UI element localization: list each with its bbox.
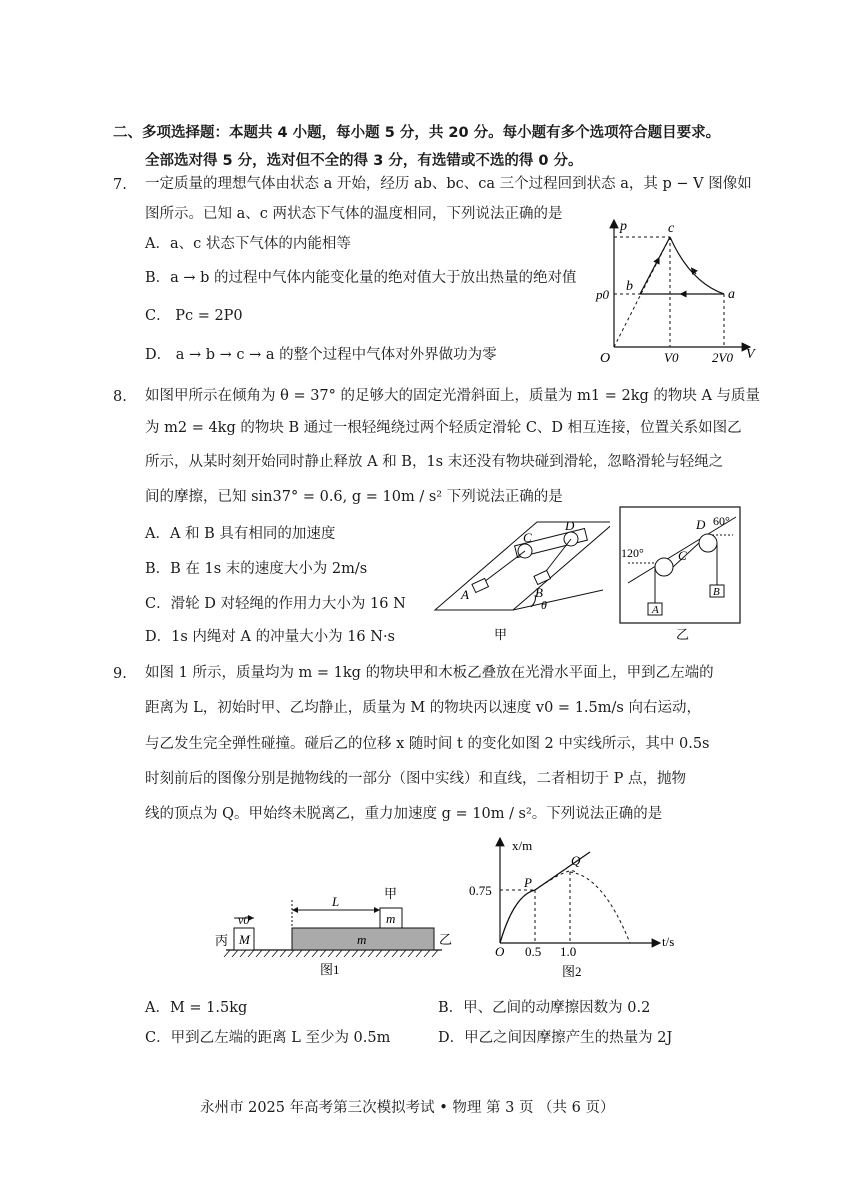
q9-fig1-v0: v0 [238,913,250,927]
q7-point-a: a [728,287,735,302]
q9-fig2-y075: 0.75 [469,883,492,898]
q7-option-b: B．a → b 的过程中气体内能变化量的绝对值大于放出热量的绝对值 [145,270,577,286]
q9-fig1-bing: 丙 [215,933,229,948]
q9-fig2-tlabel: t/s [662,934,675,949]
q9-option-b: B．甲、乙间的动摩擦因数为 0.2 [438,1000,651,1016]
q9-option-a: A．M = 1.5kg [145,1000,248,1016]
q9-fig1-yi: 乙 [439,932,453,947]
q8-jia-caption: 甲 [494,627,508,642]
q9-number: 9. [113,666,127,682]
q9-stem-line4: 时刻前后的图像分别是抛物线的一部分（图中实线）和直线，二者相切于 P 点，抛物 [145,771,686,787]
q8-stem-line4: 间的摩擦，已知 sin37° = 0.6, g = 10m / s² 下列说法正确的是 [145,489,563,505]
q9-fig1-caption: 图1 [320,962,340,977]
q8-yi-label-c: C [678,548,687,563]
q7-point-c: c [668,221,675,236]
q8-yi-angle-120: 120° [621,546,644,560]
q8-yi-angle-60: 60° [713,514,730,528]
q8-figure-yi [618,505,748,645]
q9-figure-2 [465,830,695,980]
q7-option-d: D． a → b → c → a 的整个过程中气体对外界做功为零 [145,347,497,363]
q9-fig2-Q: Q [571,853,581,868]
q7-option-a: A．a、c 状态下气体的内能相等 [145,236,351,252]
q9-fig1-L: L [332,894,340,909]
q8-stem-line2: 为 m2 = 4kg 的物块 B 通过一根轻绳绕过两个轻质定滑轮 C、D 相互连接，位置关系如图乙 [145,420,742,436]
q8-yi-caption: 乙 [676,627,690,642]
q9-fig1-M: M [239,932,250,947]
q9-stem-line1: 如图 1 所示，质量均为 m = 1kg 的物块甲和木板乙叠放在光滑水平面上，甲到乙左端的 [145,665,714,681]
q7-axis-v: V [746,347,755,362]
q9-stem-line5: 线的顶点为 Q。甲始终未脱离乙，重力加速度 g = 10m / s²。下列说法正确的是 [145,806,663,822]
q8-option-d: D．1s 内绳对 A 的冲量大小为 16 N·s [145,629,395,645]
q9-fig2-x10: 1.0 [560,944,577,959]
q8-jia-label-d: D [565,518,575,533]
q9-fig2-xlabel: x/m [512,838,533,853]
q8-jia-label-b: B [535,585,543,600]
q8-yi-label-a: A [652,604,659,616]
q9-fig2-x05: 0.5 [525,944,542,959]
q8-yi-label-d: D [696,517,706,532]
q8-option-a: A．A 和 B 具有相同的加速度 [145,526,336,542]
q8-jia-theta: θ [541,598,547,612]
q9-option-c: C．甲到乙左端的距离 L 至少为 0.5m [145,1030,391,1046]
q7-p0: p0 [596,287,609,302]
q8-option-c: C．滑轮 D 对轻绳的作用力大小为 16 N [145,596,406,612]
q9-fig2-P: P [524,875,532,890]
q8-stem-line1: 如图甲所示在倾角为 θ = 37° 的足够大的固定光滑斜面上，质量为 m1 = 2kg 的物块 A 与质量 [145,388,761,404]
q7-2v0: 2V0 [712,350,733,365]
section-heading-line2: 全部选对得 5 分，选对但不全的得 3 分，有选错或不选的得 0 分。 [145,153,583,169]
q7-axis-p: p [620,219,627,234]
q7-stem-line1: 一定质量的理想气体由状态 a 开始，经历 ab、bc、ca 三个过程回到状态 a，其 p − V 图像如 [145,176,752,192]
q8-figure-jia [425,515,610,645]
q8-jia-label-a: A [461,587,469,602]
q9-fig2-caption: 图2 [562,964,582,979]
q8-yi-label-b: B [713,586,720,598]
q7-v0: V0 [664,350,679,365]
q9-option-d: D．甲乙之间因摩擦产生的热量为 2J [438,1030,673,1046]
q8-jia-label-c: C [523,530,532,545]
page-footer: 永州市 2025 年高考第三次模拟考试 • 物理 第 3 页 （共 6 页） [200,1100,615,1116]
q7-number: 7. [113,177,127,193]
q7-pv-graph [590,212,760,372]
q8-stem-line3: 所示，从某时刻开始同时静止释放 A 和 B，1s 末还没有物块碰到滑轮，忽略滑轮与轻绳之 [145,454,724,470]
q9-fig1-jia: 甲 [384,886,398,901]
q8-option-b: B．B 在 1s 末的速度大小为 2m/s [145,561,368,577]
q7-option-c: C． Pc = 2P0 [145,308,243,324]
q9-fig2-origin: O [495,944,505,959]
q7-point-b: b [626,279,633,294]
q9-fig1-m-top: m [386,911,396,926]
q9-stem-line3: 与乙发生完全弹性碰撞。碰后乙的位移 x 随时间 t 的变化如图 2 中实线所示，其中 0.5s [145,736,710,752]
q7-stem-line2: 图所示。已知 a、c 两状态下气体的温度相同，下列说法正确的是 [145,206,563,222]
q9-figure-1 [210,878,460,978]
q9-stem-line2: 距离为 L，初始时甲、乙均静止，质量为 M 的物块丙以速度 v0 = 1.5m/s 向右运动， [145,700,701,716]
q9-fig1-m-board: m [357,932,367,947]
q8-number: 8. [113,389,127,405]
q7-origin: O [600,351,611,366]
section-heading-line1: 二、多项选择题：本题共 4 小题，每小题 5 分，共 20 分。每小题有多个选项符合题目要求。 [113,125,721,141]
